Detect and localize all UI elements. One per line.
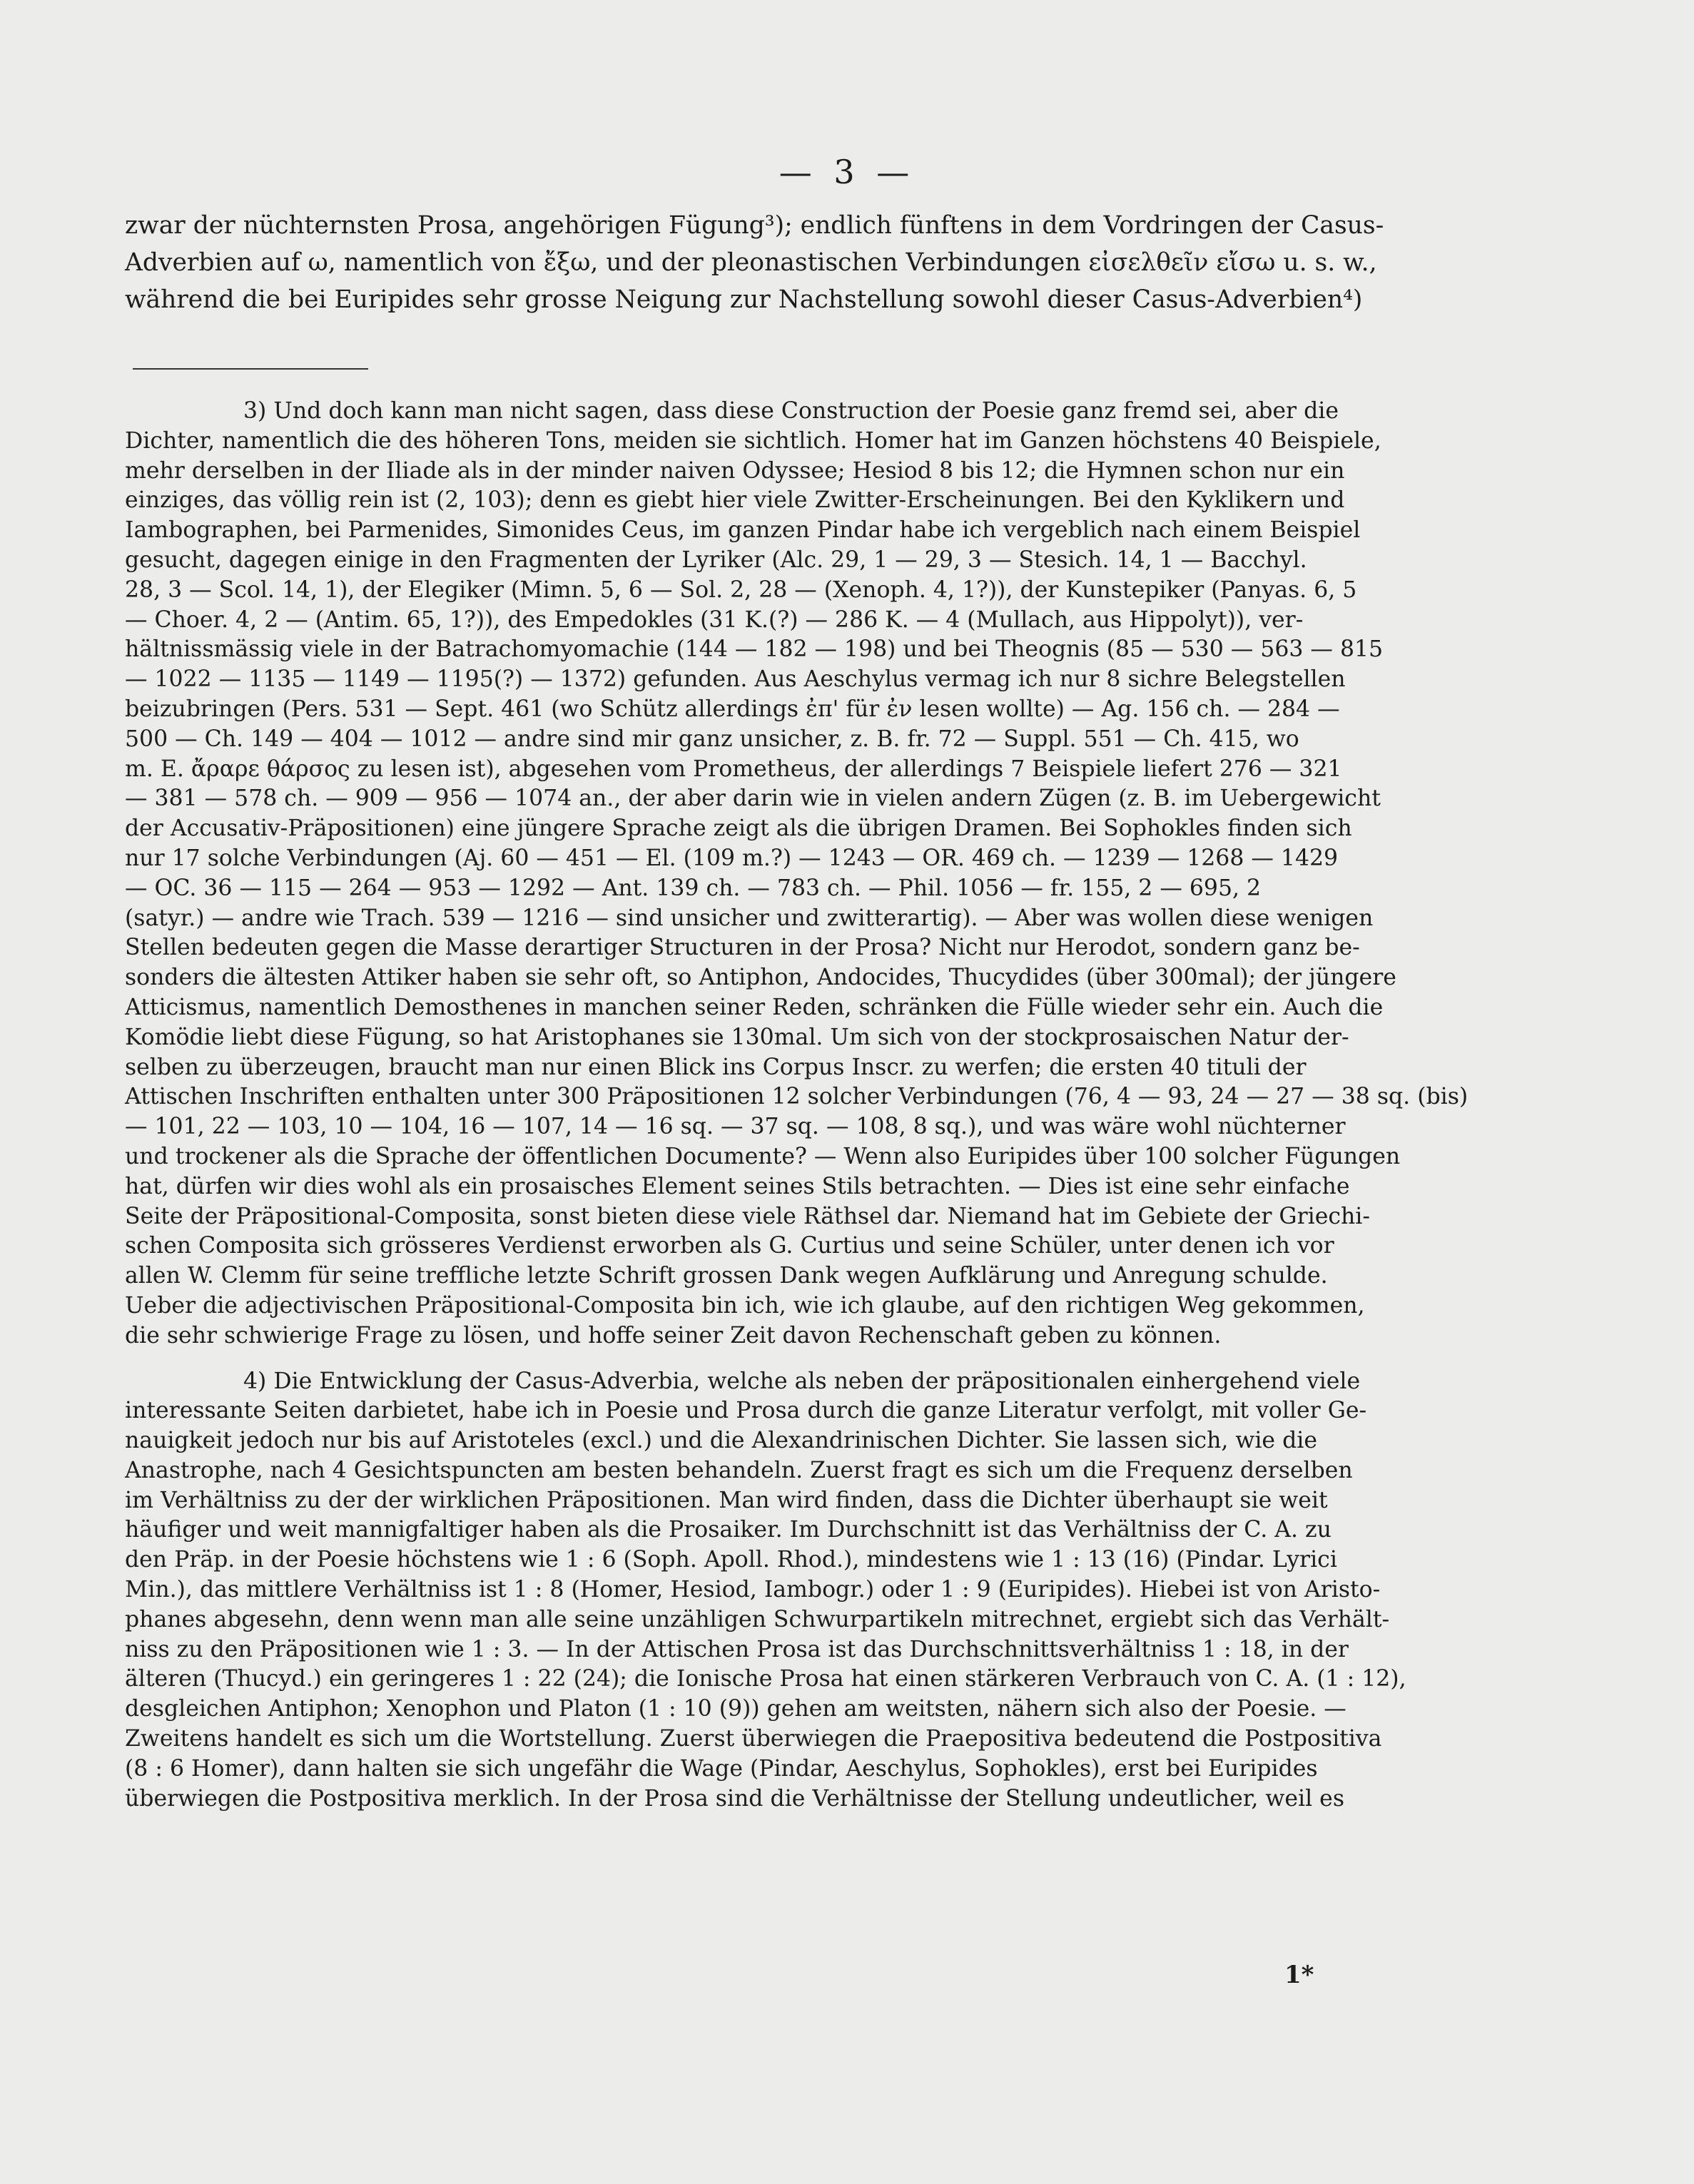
footnote-line: Min.), das mittlere Verhältniss ist 1 : 8 (Homer, Hesiod, Iambogr.) oder 1 : 9 (Euripides). Hiebei ist von Aristo- bbox=[125, 1577, 1381, 1603]
footnote-line: Seite der Präpositional-Composita, sonst bieten diese viele Räthsel dar. Niemand hat im Gebiete der Griechi- bbox=[125, 1203, 1370, 1229]
footnote-line: 3) Und doch kann man nicht sagen, dass diese Construction der Poesie ganz fremd sei, aber die bbox=[243, 398, 1339, 424]
footnote-line: — OC. 36 — 115 — 264 — 953 — 1292 — Ant. 139 ch. — 783 ch. — Phil. 1056 — fr. 155, 2 — 695, 2 bbox=[125, 875, 1262, 901]
footnote-line: Zweitens handelt es sich um die Wortstellung. Zuerst überwiegen die Praepositiva bedeutend die Postpositiva bbox=[125, 1726, 1382, 1752]
footnote-line: älteren (Thucyd.) ein geringeres 1 : 22 (24); die Ionische Prosa hat einen stärkeren Verbrauch von C. A. (1 : 12), bbox=[125, 1666, 1406, 1692]
footnote-line: desgleichen Antiphon; Xenophon und Platon (1 : 10 (9)) gehen am weitsten, nähern sich also der Poesie. — bbox=[125, 1696, 1346, 1722]
footnote-line: Ueber die adjectivischen Präpositional-Composita bin ich, wie ich glaube, auf den richtigen Weg gekommen, bbox=[125, 1292, 1365, 1319]
footnote-line: hat, dürfen wir dies wohl als ein prosaisches Element seines Stils betrachten. — Dies ist eine sehr einfache bbox=[125, 1173, 1350, 1199]
footnote-line: niss zu den Präpositionen wie 1 : 3. — In der Attischen Prosa ist das Durchschnittsverhältniss 1 : 18, in der bbox=[125, 1636, 1349, 1662]
page-number: — 3 — bbox=[778, 153, 916, 191]
footnote-line: der Accusativ-Präpositionen) eine jüngere Sprache zeigt als die übrigen Dramen. Bei Sophokles finden sich bbox=[125, 816, 1352, 842]
footnote-line: nauigkeit jedoch nur bis auf Aristoteles (excl.) und die Alexandrinischen Dichter. Sie lassen sich, wie die bbox=[125, 1428, 1317, 1454]
footnote-line: Dichter, namentlich die des höheren Tons, meiden sie sichtlich. Homer hat im Ganzen höchstens 40 Beispiele, bbox=[125, 427, 1381, 454]
footnote-line: — 1022 — 1135 — 1149 — 1195(?) — 1372) gefunden. Aus Aeschylus vermag ich nur 8 sichre Belegstellen bbox=[125, 666, 1346, 693]
main-text-line: während die bei Euripides sehr grosse Neigung zur Nachstellung sowohl dieser Casus-Adverbien⁴) bbox=[125, 285, 1363, 314]
footnote-line: m. E. ἄραρε θάρσος zu lesen ist), abgesehen vom Prometheus, der allerdings 7 Beispiele liefert 276 — 321 bbox=[125, 756, 1342, 782]
footnote-line: phanes abgesehn, denn wenn man alle seine unzähligen Schwurpartikeln mitrechnet, ergiebt sich das Verhält- bbox=[125, 1606, 1390, 1632]
footnote-line: — 381 — 578 ch. — 909 — 956 — 1074 an., der aber darin wie in vielen andern Zügen (z. B. im Uebergewicht bbox=[125, 786, 1381, 812]
footnote-line: Attischen Inschriften enthalten unter 300 Präpositionen 12 solcher Verbindungen (76, 4 — 93, 24 — 27 — 38 sq. (bis) bbox=[125, 1084, 1469, 1110]
footnote-line: gesucht, dagegen einige in den Fragmenten der Lyriker (Alc. 29, 1 — 29, 3 — Stesich. 14, 1 — Bacchyl. bbox=[125, 547, 1307, 573]
main-text bbox=[125, 207, 1481, 318]
footnote-line: 28, 3 — Scol. 14, 1), der Elegiker (Mimn. 5, 6 — Sol. 2, 28 — (Xenoph. 4, 1?)), der Kunstepiker (Panyas. 6, 5 bbox=[125, 577, 1357, 603]
footnote-3 bbox=[125, 397, 1481, 1351]
footnote-line: (8 : 6 Homer), dann halten sie sich ungefähr die Wage (Pindar, Aeschylus, Sophokles), erst bei Euripides bbox=[125, 1755, 1318, 1782]
footnote-line: Stellen bedeuten gegen die Masse derartiger Structuren in der Prosa? Nicht nur Herodot, sondern ganz be- bbox=[125, 935, 1360, 961]
footnote-line: hältnissmässig viele in der Batrachomyomachie (144 — 182 — 198) und bei Theognis (85 — 530 — 563 — 815 bbox=[125, 636, 1384, 663]
footnote-line: allen W. Clemm für seine treffliche letzte Schrift grossen Dank wegen Aufklärung und Anregung schulde. bbox=[125, 1263, 1328, 1289]
footnote-line: sonders die ältesten Attiker haben sie sehr oft, so Antiphon, Andocides, Thucydides (über 300mal); der jüngere bbox=[125, 965, 1396, 991]
footnote-line: — Choer. 4, 2 — (Antim. 65, 1?)), des Empedokles (31 K.(?) — 286 K. — 4 (Mullach, aus Hippolyt)), ver- bbox=[125, 606, 1304, 633]
footnote-line: Iambographen, bei Parmenides, Simonides Ceus, im ganzen Pindar habe ich vergeblich nach einem Beispiel bbox=[125, 517, 1361, 544]
footnote-line: überwiegen die Postpositiva merklich. In der Prosa sind die Verhältnisse der Stellung undeutlicher, weil es bbox=[125, 1785, 1344, 1812]
footnote-line: 500 — Ch. 149 — 404 — 1012 — andre sind mir ganz unsicher, z. B. fr. 72 — Suppl. 551 — Ch. 415, wo bbox=[125, 726, 1299, 752]
signature-mark: 1* bbox=[1284, 1961, 1314, 1989]
footnote-4 bbox=[125, 1367, 1481, 1814]
footnote-line: selben zu überzeugen, braucht man nur einen Blick ins Corpus Inscr. zu werfen; die ersten 40 tituli der bbox=[125, 1054, 1307, 1080]
footnote-line: Komödie liebt diese Fügung, so hat Aristophanes sie 130mal. Um sich von der stockprosaischen Natur der- bbox=[125, 1024, 1349, 1050]
footnote-line: 4) Die Entwicklung der Casus-Adverbia, welche als neben der präpositionalen einhergehend viele bbox=[243, 1368, 1361, 1394]
footnotes bbox=[125, 397, 1481, 1814]
footnote-separator-rule bbox=[133, 368, 368, 370]
footnote-line: die sehr schwierige Frage zu lösen, und hoffe seiner Zeit davon Rechenschaft geben zu können. bbox=[125, 1322, 1222, 1349]
footnote-line: — 101, 22 — 103, 10 — 104, 16 — 107, 14 — 16 sq. — 37 sq. — 108, 8 sq.), und was wäre wohl nüchterner bbox=[125, 1114, 1346, 1140]
footnote-line: schen Composita sich grösseres Verdienst erworben als G. Curtius und seine Schüler, unter denen ich vor bbox=[125, 1233, 1334, 1259]
footnote-line: nur 17 solche Verbindungen (Aj. 60 — 451 — El. (109 m.?) — 1243 — OR. 469 ch. — 1239 — 1268 — 1429 bbox=[125, 845, 1339, 871]
footnote-line: häufiger und weit mannigfaltiger haben als die Prosaiker. Im Durchschnitt ist das Verhältniss der C. A. zu bbox=[125, 1517, 1332, 1543]
footnote-line: (satyr.) — andre wie Trach. 539 — 1216 — sind unsicher und zwitterartig). — Aber was wollen diese wenigen bbox=[125, 905, 1374, 931]
main-text-line: zwar der nüchternsten Prosa, angehörigen Fügung³); endlich fünftens in dem Vordringen der Casus- bbox=[125, 211, 1384, 240]
footnote-line: einziges, das völlig rein ist (2, 103); denn es giebt hier viele Zwitter-Erscheinungen. Bei den Kyklikern und bbox=[125, 487, 1345, 514]
footnote-line: den Präp. in der Poesie höchstens wie 1 : 6 (Soph. Apoll. Rhod.), mindestens wie 1 : 13 (16) (Pindar. Lyrici bbox=[125, 1547, 1337, 1573]
footnote-line: Atticismus, namentlich Demosthenes in manchen seiner Reden, schränken die Fülle wieder sehr ein. Auch die bbox=[125, 994, 1384, 1020]
footnote-line: und trockener als die Sprache der öffentlichen Documente? — Wenn also Euripides über 100 solcher Fügungen bbox=[125, 1143, 1401, 1169]
footnote-line: interessante Seiten darbietet, habe ich in Poesie und Prosa durch die ganze Literatur verfolgt, mit voller Ge- bbox=[125, 1398, 1367, 1424]
footnote-line: beizubringen (Pers. 531 — Sept. 461 (wo Schütz allerdings ἐπ' für ἐν lesen wollte) — Ag. 156 ch. — 284 — bbox=[125, 696, 1340, 722]
footnote-line: im Verhältniss zu der der wirklichen Präpositionen. Man wird finden, dass die Dichter überhaupt sie weit bbox=[125, 1487, 1328, 1513]
footnote-line: Anastrophe, nach 4 Gesichtspuncten am besten behandeln. Zuerst fragt es sich um die Frequenz derselben bbox=[125, 1457, 1353, 1483]
main-text-line: Adverbien auf ω, namentlich von ἔξω, und der pleonastischen Verbindungen εἰσελθεῖν εἴσω u. s. w., bbox=[125, 248, 1377, 277]
footnote-line: mehr derselben in der Iliade als in der minder naiven Odyssee; Hesiod 8 bis 12; die Hymnen schon nur ein bbox=[125, 457, 1345, 484]
